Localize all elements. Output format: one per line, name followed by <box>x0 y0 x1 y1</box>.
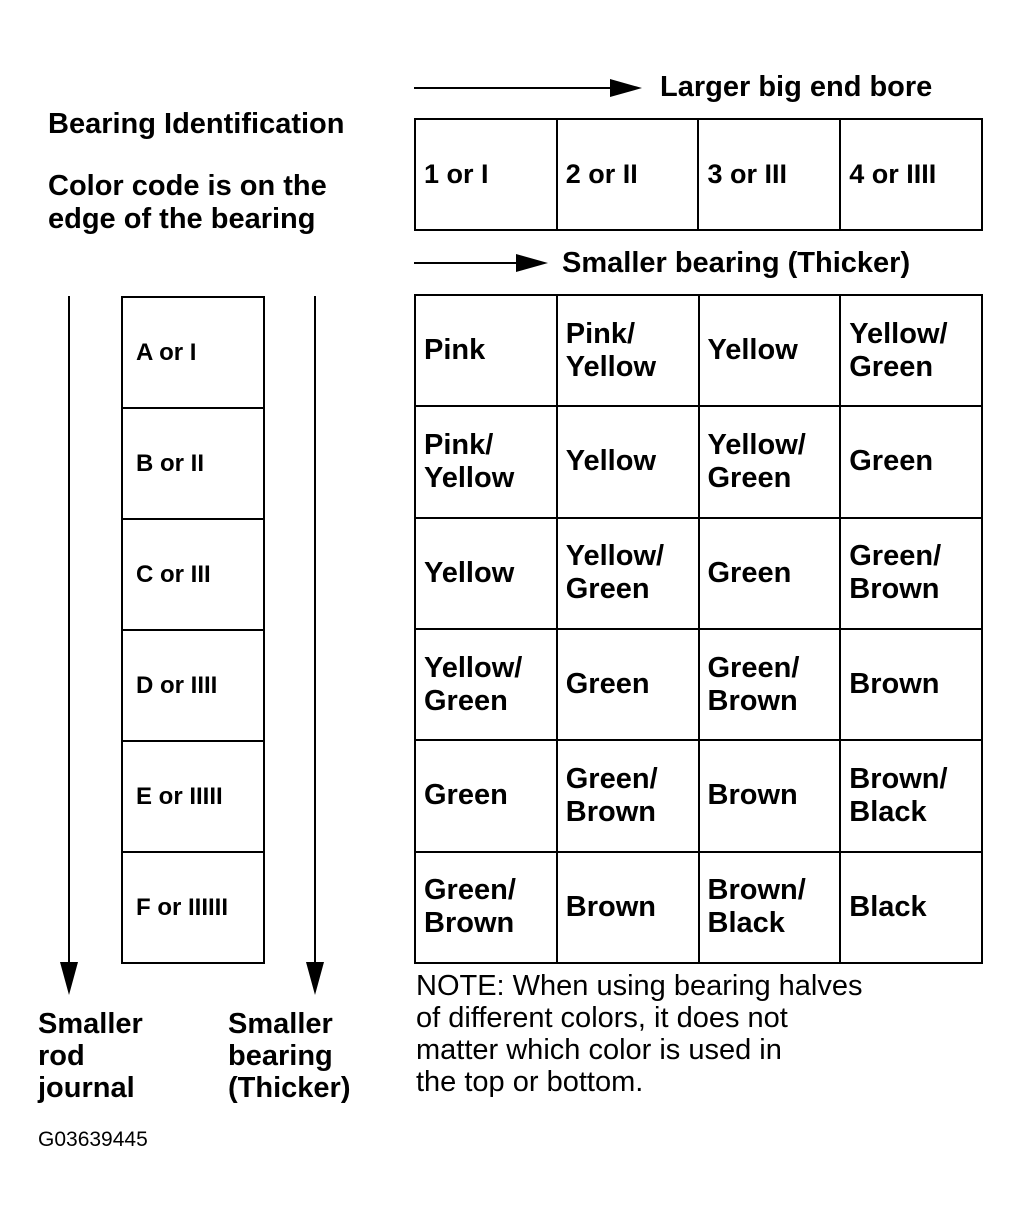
left-down-arrow-icon <box>60 296 78 995</box>
color-cell: Yellow/ Green <box>840 295 982 406</box>
label-line: bearing <box>228 1040 333 1072</box>
color-row <box>415 740 982 851</box>
top-arrow-icon <box>414 79 642 97</box>
color-cell: Green <box>557 629 699 740</box>
color-row <box>415 406 982 517</box>
journal-code-row <box>122 297 264 408</box>
color-cell: Green/ Brown <box>415 852 557 963</box>
middle-arrow-icon <box>414 254 548 272</box>
color-cell: Yellow/ Green <box>557 518 699 629</box>
diagram-title: Bearing Identification <box>48 108 345 140</box>
color-cell: Yellow <box>557 406 699 517</box>
left-arrow-label <box>38 1008 143 1104</box>
color-cell: Brown/ Black <box>699 852 841 963</box>
journal-code-cell: C or III <box>122 519 264 630</box>
color-cell: Yellow/ Green <box>699 406 841 517</box>
note-line: the top or bottom. <box>416 1066 644 1098</box>
label-line: rod <box>38 1040 85 1072</box>
journal-code-row <box>122 741 264 852</box>
journal-code-cell: D or IIII <box>122 630 264 741</box>
note-line: of different colors, it does not <box>416 1002 788 1034</box>
color-cell: Yellow/ Green <box>415 629 557 740</box>
journal-code-cell: B or II <box>122 408 264 519</box>
note-line: NOTE: When using bearing halves <box>416 970 863 1002</box>
color-cell: Brown <box>557 852 699 963</box>
bearing-color-table <box>414 294 983 964</box>
right-arrow-label <box>228 1008 350 1104</box>
color-cell: Green <box>699 518 841 629</box>
color-cell: Pink/ Yellow <box>557 295 699 406</box>
subtitle-line: edge of the bearing <box>48 203 316 235</box>
color-cell: Pink/ Yellow <box>415 406 557 517</box>
journal-code-row <box>122 519 264 630</box>
color-row <box>415 518 982 629</box>
middle-arrow-label: Smaller bearing (Thicker) <box>562 247 911 279</box>
bore-code-cell: 3 or III <box>698 119 840 230</box>
journal-code-row <box>122 408 264 519</box>
bore-code-cell: 1 or I <box>415 119 557 230</box>
bore-code-cell: 2 or II <box>557 119 699 230</box>
color-cell: Brown/ Black <box>840 740 982 851</box>
label-line: (Thicker) <box>228 1072 351 1104</box>
bore-code-cell: 4 or IIII <box>840 119 982 230</box>
journal-code-cell: A or I <box>122 297 264 408</box>
journal-code-table <box>121 296 265 964</box>
color-cell: Green/ Brown <box>699 629 841 740</box>
top-arrow-label: Larger big end bore <box>660 71 933 103</box>
color-cell: Green/ Brown <box>557 740 699 851</box>
color-cell: Green <box>840 406 982 517</box>
color-row <box>415 629 982 740</box>
label-line: journal <box>38 1072 135 1104</box>
note-line: matter which color is used in <box>416 1034 782 1066</box>
color-row <box>415 295 982 406</box>
color-cell: Yellow <box>699 295 841 406</box>
color-cell: Green/ Brown <box>840 518 982 629</box>
color-row <box>415 852 982 963</box>
color-cell: Green <box>415 740 557 851</box>
journal-code-row <box>122 630 264 741</box>
color-cell: Pink <box>415 295 557 406</box>
journal-code-cell: E or IIIII <box>122 741 264 852</box>
bore-code-row <box>415 119 982 230</box>
journal-code-cell: F or IIIIII <box>122 852 264 963</box>
color-cell: Black <box>840 852 982 963</box>
subtitle-line: Color code is on the <box>48 170 327 202</box>
label-line: Smaller <box>228 1008 333 1040</box>
color-cell: Brown <box>840 629 982 740</box>
figure-code: G03639445 <box>38 1128 148 1151</box>
label-line: Smaller <box>38 1008 143 1040</box>
color-cell: Brown <box>699 740 841 851</box>
note-text <box>416 970 976 1098</box>
color-cell: Yellow <box>415 518 557 629</box>
right-down-arrow-icon <box>306 296 324 995</box>
journal-code-row <box>122 852 264 963</box>
bore-code-table <box>414 118 983 231</box>
